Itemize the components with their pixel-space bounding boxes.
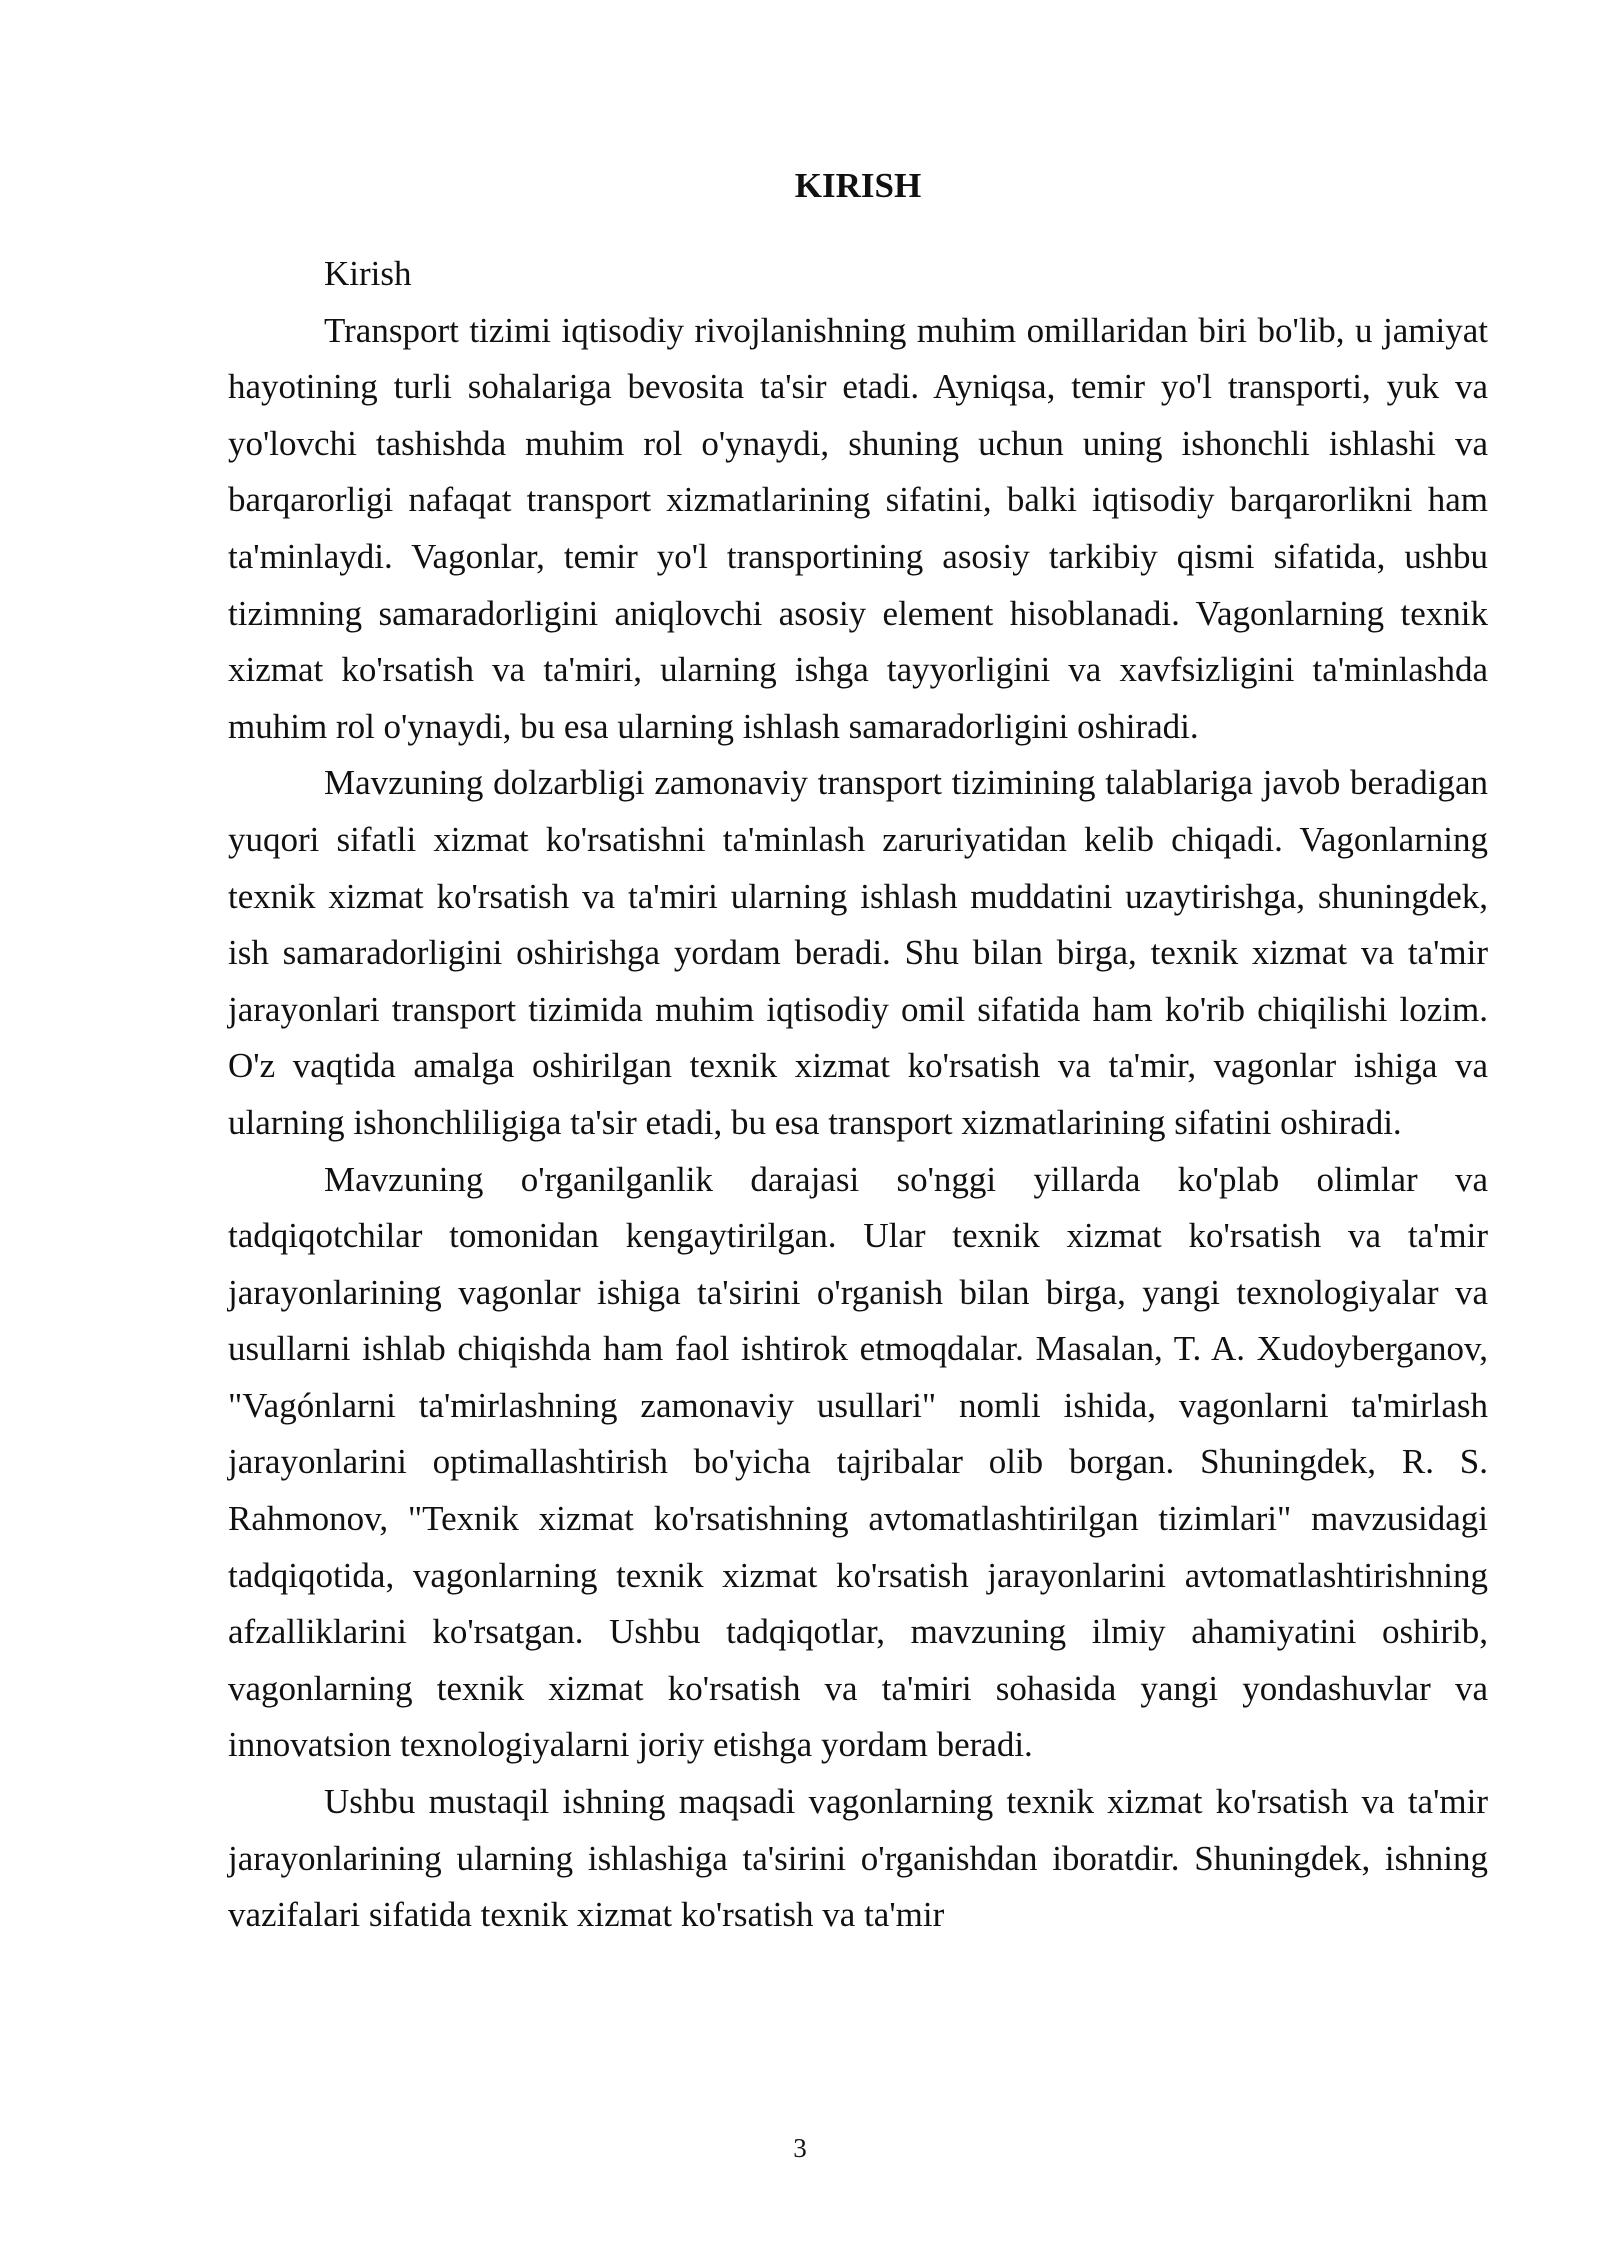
paragraph-organilganlik: Mavzuning o'rganilganlik darajasi so'nggi yillarda ko'plab olimlar va tadqiqotchilar tomonidan kengaytirilgan. Ular texnik xizmat ko'rsatish va ta'mir jarayonlarining vagonlar ishiga ta'sirini o'rganish bilan birga, yangi texnologiyalar va usullarni ishlab chiqishda ham faol ishtirok etmoqdalar. Masalan, T. A. Xudoyberganov, "Vagónlarni ta'mirlashning zamonaviy usullari" nomli ishida, vagonlarni ta'mirlash jarayonlarini optimallashtirish bo'yicha tajribalar olib borgan. Shuningdek, R. S. Rahmonov, "Texnik xizmat ko'rsatishning avtomatlashtirilgan tizimlari" mavzusidagi tadqiqotida, vagonlarning texnik xizmat ko'rsatish jarayonlarini avtomatlashtirishning afzalliklarini ko'rsatgan. Ushbu tadqiqotlar, mavzuning ilmiy ahamiyatini oshirib, vagonlarning texnik xizmat ko'rsatish va ta'miri sohasida yangi yondashuvlar va innovatsion texnologiyalarni joriy etishga yordam beradi. — [228, 1159, 1488, 1765]
page-number: 3 — [793, 2133, 807, 2163]
document-page — [228, 158, 1488, 1944]
page-title: KIRISH — [794, 166, 922, 205]
paragraph-dolzarbligi: Mavzuning dolzarbligi zamonaviy transport tizimining talablariga javob beradigan yuqori sifatli xizmat ko'rsatishni ta'minlash zaruriyatidan kelib chiqadi. Vagonlarning texnik xizmat ko'rsatish va ta'miri ularning ishlash muddatini uzaytirishga, shuningdek, ish samaradorligini oshirishga yordam beradi. Shu bilan birga, texnik xizmat va ta'mir jarayonlari transport tizimida muhim iqtisodiy omil sifatida ham ko'rib chiqilishi lozim. O'z vaqtida amalga oshirilgan texnik xizmat ko'rsatish va ta'mir, vagonlar ishiga va ularning ishonchliligiga ta'sir etadi, bu esa transport xizmatlarining sifatini oshiradi. — [228, 763, 1488, 1142]
paragraph-maqsadi: Ushbu mustaqil ishning maqsadi vagonlarning texnik xizmat ko'rsatish va ta'mir jarayonlarining ularning ishlashiga ta'sirini o'rganishdan iboratdir. Shuningdek, ishning vazifalari sifatida texnik xizmat ko'rsatish va ta'mir — [228, 1782, 1488, 1935]
paragraph-kirish: Kirish — [324, 254, 412, 293]
paragraph-transport-tizimi: Transport tizimi iqtisodiy rivojlanishning muhim omillaridan biri bo'lib, u jamiyat hayotining turli sohalariga bevosita ta'sir etadi. Ayniqsa, temir yo'l transporti, yuk va yo'lovchi tashishda muhim rol o'ynaydi, shuning uchun uning ishonchli ishlashi va barqarorligi nafaqat transport xizmatlarining sifatini, balki iqtisodiy barqarorlikni ham ta'minlaydi. Vagonlar, temir yo'l transportining asosiy tarkibiy qismi sifatida, ushbu tizimning samaradorligini aniqlovchi asosiy element hisoblanadi. Vagonlarning texnik xizmat ko'rsatish va ta'miri, ularning ishga tayyorligini va xavfsizligini ta'minlashda muhim rol o'ynaydi, bu esa ularning ishlash samaradorligini oshiradi. — [228, 310, 1488, 746]
